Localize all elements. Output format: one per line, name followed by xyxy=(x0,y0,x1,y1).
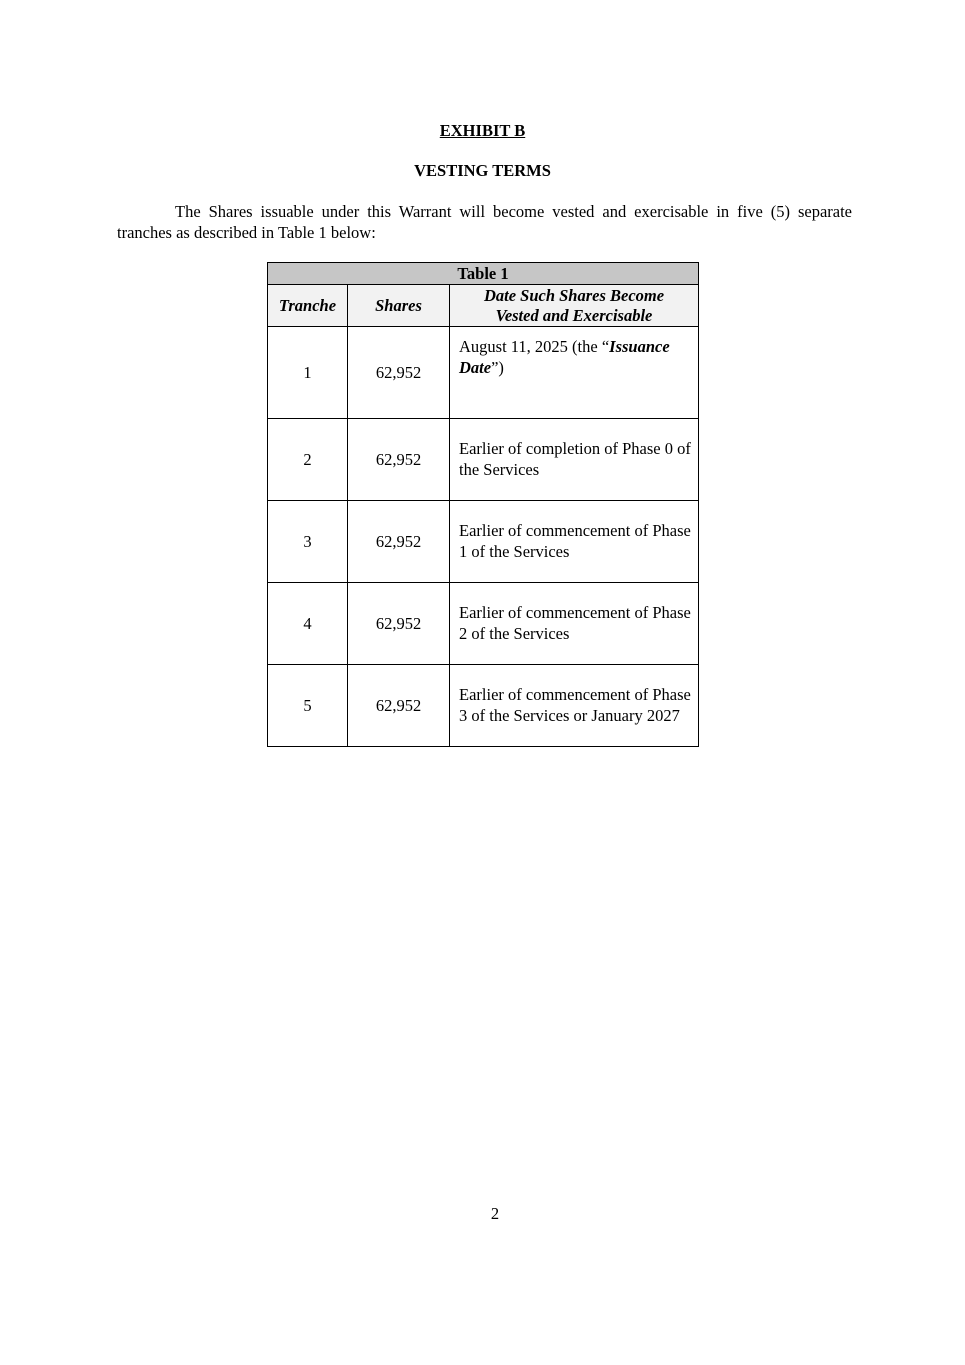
table-caption: Table 1 xyxy=(268,263,699,285)
table-row xyxy=(268,327,699,419)
shares-cell: 62,952 xyxy=(348,327,450,419)
header-tranche: Tranche xyxy=(268,285,348,327)
exhibit-title: EXHIBIT B xyxy=(439,121,526,140)
date-cell: Earlier of completion of Phase 0 of the Services xyxy=(450,419,699,501)
shares-cell: 62,952 xyxy=(348,665,450,747)
header-date-line1: Date Such Shares Become xyxy=(483,285,665,305)
table-row xyxy=(268,583,699,665)
table-row xyxy=(268,665,699,747)
tranche-cell: 2 xyxy=(268,419,348,501)
page-number: 2 xyxy=(490,1204,500,1223)
table-caption-row xyxy=(268,263,699,285)
tranche-cell: 4 xyxy=(268,583,348,665)
table-row xyxy=(268,419,699,501)
date-cell: Earlier of commencement of Phase 1 of the Services xyxy=(450,501,699,583)
shares-cell: 62,952 xyxy=(348,583,450,665)
date-cell: Earlier of commencement of Phase 2 of the Services xyxy=(450,583,699,665)
defined-term: Date xyxy=(459,357,492,377)
date-cell xyxy=(450,327,699,419)
date-cell: Earlier of commencement of Phase 3 of the Services or January 2027 xyxy=(450,665,699,747)
table-row xyxy=(268,501,699,583)
tranche-cell: 1 xyxy=(268,327,348,419)
defined-term: Issuance xyxy=(609,337,670,356)
date-text: ”) xyxy=(491,357,504,377)
header-date-line2: Vested and Exercisable xyxy=(495,305,653,325)
tranche-cell: 3 xyxy=(268,501,348,583)
shares-cell: 62,952 xyxy=(348,501,450,583)
header-date xyxy=(450,285,699,327)
shares-cell: 62,952 xyxy=(348,419,450,501)
intro-paragraph: The Shares issuable under this Warrant will become vested and exercisable in five (5) separate tranches as described in Table 1 below: xyxy=(117,202,852,242)
header-shares: Shares xyxy=(348,285,450,327)
tranche-cell: 5 xyxy=(268,665,348,747)
date-text: August 11, 2025 (the “ xyxy=(459,337,610,356)
vesting-table xyxy=(267,262,699,747)
table-header-row xyxy=(268,285,699,327)
section-title: VESTING TERMS xyxy=(414,161,551,180)
